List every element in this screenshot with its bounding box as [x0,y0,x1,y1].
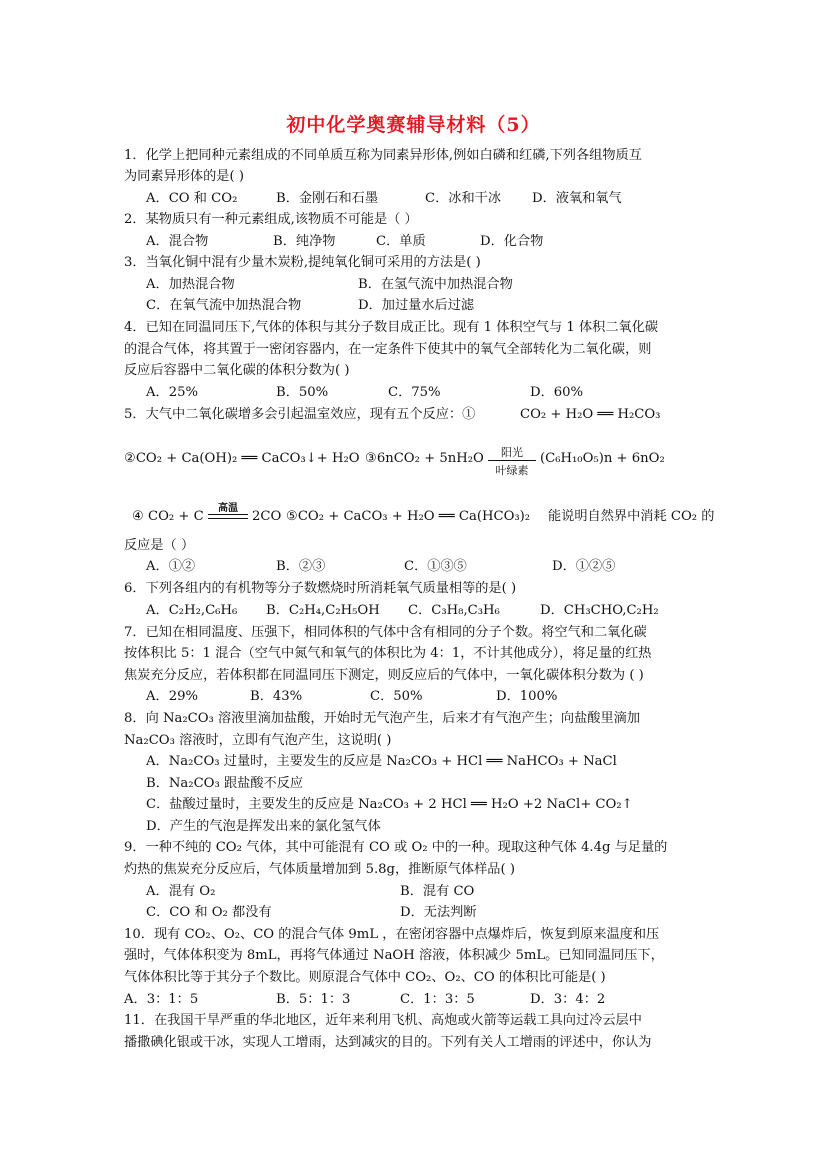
q3-options-row2 [0,297,827,315]
reaction-1: CO₂ + H₂O ══ H₂CO₃ [520,407,661,422]
q6-options [0,602,827,620]
option-d: D．无法判断 [400,905,477,920]
option-b: B．②③ [276,559,326,574]
reaction-2: ②CO₂ + Ca(OH)₂ ══ CaCO₃↓+ H₂O [124,451,360,466]
option-d: D．100% [496,689,558,704]
reaction-3-left: ③6nCO₂ + 5nH₂O [365,451,484,466]
q1-line1: 1．化学上把同种元素组成的不同单质互称为同素异形体,例如白磷和红磷,下列各组物质互 [124,148,642,163]
q5-options [0,558,827,576]
q6-line1: 6．下列各组内的有机物等分子数燃烧时所消耗氧气质量相等的是( ) [124,581,517,596]
q3-options-row1 [0,276,827,294]
q4-options [0,384,827,402]
q8-option-b: B．Na₂CO₃ 跟盐酸不反应 [146,776,304,791]
q8-line1: 8．向 Na₂CO₃ 溶液里滴加盐酸，开始时无气泡产生，后来才有气泡产生；向盐酸里滴加 [124,711,641,726]
q5-line-end: 反应是（ ） [124,538,195,553]
page-title: 初中化学奥赛辅导材料（5） [286,114,541,136]
q4-line3: 反应后容器中二氧化碳的体积分数为( ) [124,363,350,378]
option-d: D．CH₃CHO,C₂H₂ [540,603,659,618]
q2-options [0,233,827,251]
option-d: D．3：4：2 [530,992,606,1007]
option-a: A．29% [146,689,199,704]
reaction-3-right: (C₆H₁₀O₅)n + 6nO₂ [540,451,665,466]
q9-line2: 灼热的焦炭充分反应后，气体质量增加到 5.8g，推断原气体样品( ) [124,862,515,877]
q7-options [0,688,827,706]
reaction-4-right: 2CO [252,509,282,524]
option-d: D．60% [530,385,584,400]
option-c: C．1：3：5 [400,992,475,1007]
option-c: C．50% [370,689,423,704]
option-d: D．液氧和氧气 [532,191,622,206]
option-c: C．①③⑤ [404,559,467,574]
q4-line2: 的混合气体，将其置于一密闭容器内，在一定条件下使其中的氧气全部转化为二氧化碳，则 [124,342,652,357]
q4-line1: 4．已知在同温同压下,气体的体积与其分子数目成正比。现有 1 体积空气与 1 体积二氧化碳 [124,320,659,335]
reaction-4-condition: 高温 [218,503,238,514]
option-c: C．冰和干冰 [425,191,502,206]
option-c: C．在氧气流中加热混合物 [146,298,302,313]
q5-line1 [0,406,827,424]
q11-line1: 11．在我国干旱严重的华北地区，近年来利用飞机、高炮或火箭等运载工具向过冷云层中 [124,1013,642,1028]
reaction-5: ⑤CO₂ + CaCO₃ + H₂O ══ Ca(HCO₃)₂ [286,509,531,524]
reaction-4-bar-bottom [208,518,248,519]
option-b: B．在氢气流中加热混合物 [358,277,513,292]
q9-options-row2 [0,904,827,922]
reaction-4-left: ④ CO₂ + C [132,509,204,524]
reaction-3-condition-top: 阳光 [501,446,523,459]
option-a: A．混合物 [146,234,209,249]
option-b: B．43% [250,689,303,704]
q10-line1: 10．现有 CO₂、O₂、CO 的混合气体 9mL ，在密闭容器中点爆炸后，恢复到原来温度和压 [124,927,660,942]
option-a: A．加热混合物 [146,277,235,292]
option-a: A．25% [146,385,199,400]
q7-line3: 焦炭充分反应，若体积都在同温同压下测定，则反应后的气体中，一氧化碳体积分数为 ( ) [124,668,644,683]
q5-reactions-row [0,450,827,468]
q8-line2: Na₂CO₃ 溶液时，立即有气泡产生，这说明( ) [124,733,392,748]
q2-line1: 2．某物质只有一种元素组成,该物质不可能是（ ） [124,212,418,227]
option-c: C．C₃H₈,C₃H₆ [408,603,500,618]
q7-line2: 按体积比 5：1 混合（空气中氮气和氧气的体积比为 4：1，不计其他成分），将足量的红热 [124,646,652,661]
option-b: B．5：1：3 [276,992,351,1007]
q9-options-row1 [0,883,827,901]
q8-option-c: C．盐酸过量时，主要发生的反应是 Na₂CO₃ + 2 HCl ══ H₂O +2 NaCl+ CO₂↑ [146,797,633,812]
option-b: B．50% [276,385,329,400]
q8-option-d: D．产生的气泡是挥发出来的氯化氢气体 [146,819,381,834]
q10-line3: 气体体积比等于其分子个数比。则原混合气体中 CO₂、O₂、CO 的体积比可能是( ) [124,970,606,985]
q1-options [0,190,827,208]
option-a: A．①② [146,559,196,574]
q9-line1: 9．一种不纯的 CO₂ 气体，其中可能混有 CO 或 O₂ 中的一种。现取这种气体 4.4g 与足量的 [124,840,668,855]
q5-reactions-row2 [0,508,827,526]
option-c: C．75% [388,385,441,400]
option-a: A．3：1：5 [124,992,199,1007]
q8-option-a: A．Na₂CO₃ 过量时，主要发生的反应是 Na₂CO₃ + HCl ══ NaHCO₃ + NaCl [146,754,617,769]
option-c: C．单质 [376,234,426,249]
reaction-3-bar [488,460,536,461]
q10-options [0,991,827,1009]
option-b: B．C₂H₄,C₂H₅OH [266,603,380,618]
option-d: D．化合物 [480,234,544,249]
reaction-3-condition-bottom: 叶绿素 [495,464,529,477]
reaction-4-bar-top [208,514,248,515]
option-d: D．加过量水后过滤 [358,298,475,313]
option-c: C．CO 和 O₂ 都没有 [146,905,272,920]
q1-line2: 为同素异形体的是( ) [124,169,244,184]
q7-line1: 7．已知在相同温度、压强下，相同体积的气体中含有相同的分子个数。将空气和二氧化碳 [124,625,647,640]
option-b: B．金刚石和石墨 [276,191,379,206]
q11-line2: 播撒碘化银或干冰，实现人工增雨，达到减灾的目的。下列有关人工增雨的评述中，你认为 [124,1035,652,1050]
q5-intro: 5．大气中二氧化碳增多会引起温室效应，现有五个反应：① [124,407,476,422]
q10-line2: 强时，气体体积变为 8mL，再将气体通过 NaOH 溶液，体积减少 5mL。已知同温同压下， [124,948,664,963]
option-d: D．①②⑤ [552,559,616,574]
option-a: A．C₂H₂,C₆H₆ [146,603,238,618]
option-b: B．混有 CO [400,884,475,899]
option-a: A．混有 O₂ [146,884,216,899]
option-a: A．CO 和 CO₂ [146,191,238,206]
option-b: B．纯净物 [273,234,336,249]
q5-tail: 能说明自然界中消耗 CO₂ 的 [548,509,715,524]
q3-line1: 3．当氧化铜中混有少量木炭粉,提纯氧化铜可采用的方法是( ) [124,255,481,270]
